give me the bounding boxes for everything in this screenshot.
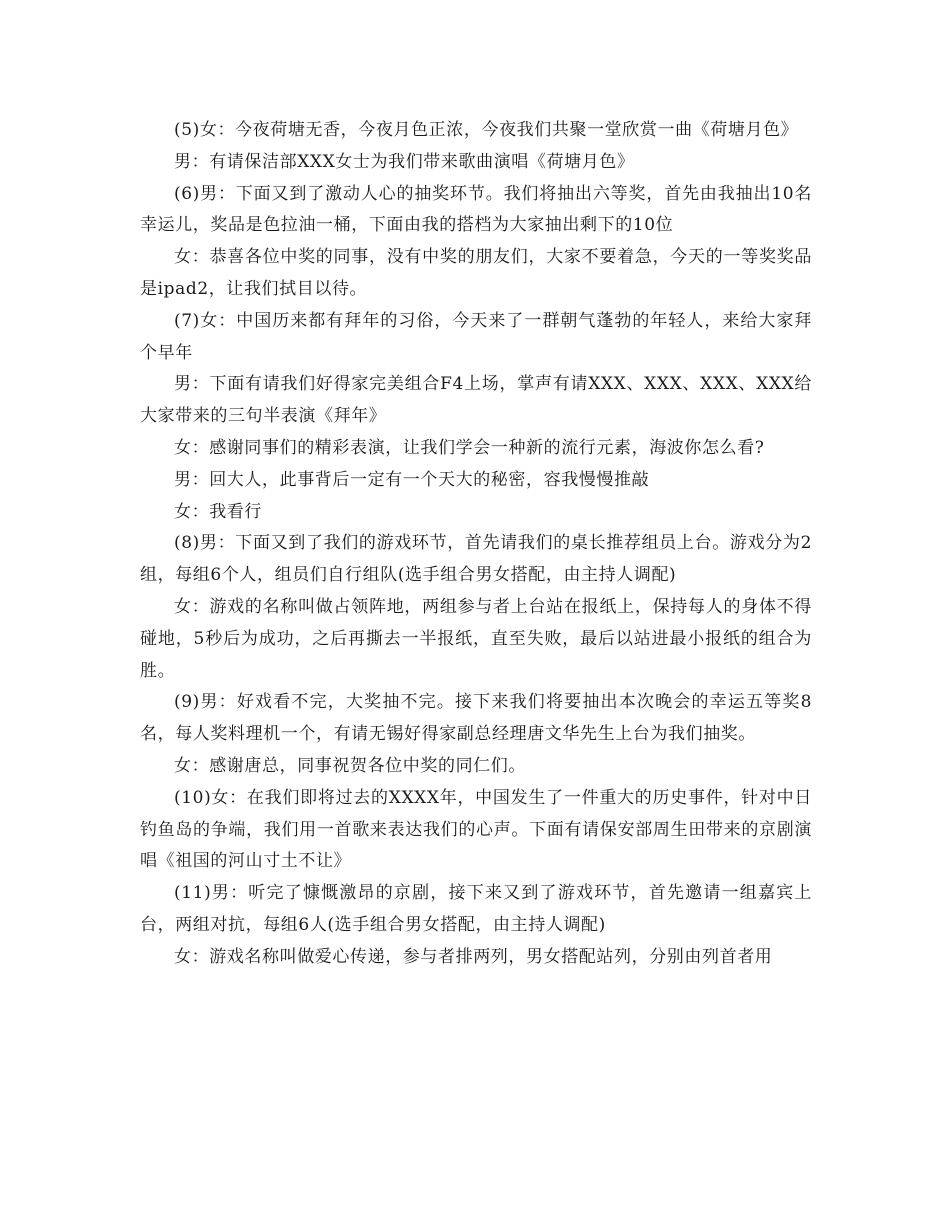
paragraph-7-female: (7)女：中国历来都有拜年的习俗，今天来了一群朝气蓬勃的年轻人，来给大家拜个早年 — [140, 310, 812, 363]
paragraph-8-male: (8)男：下面又到了我们的游戏环节，首先请我们的桌长推荐组员上台。游戏分为2组，每组6个人，组员们自行组队(选手组合男女搭配，由主持人调配) — [140, 533, 812, 586]
paragraph-10-female: (10)女：在我们即将过去的XXXX年，中国发生了一件重大的历史事件，针对中日钓鱼岛的争端，我们用一首歌来表达我们的心声。下面有请保安部周生田带来的京剧演唱《祖国的河山寸土不让》 — [140, 787, 812, 872]
document-body — [140, 115, 812, 974]
paragraph-11-male: (11)男：听完了慷慨激昂的京剧，接下来又到了游戏环节，首先邀请一组嘉宾上台，两组对抗，每组6人(选手组合男女搭配，由主持人调配) — [140, 883, 812, 935]
paragraph-8-female: 女：游戏的名称叫做占领阵地，两组参与者上台站在报纸上，保持每人的身体不得碰地，5秒后为成功，之后再撕去一半报纸，直至失败，最后以站进最小报纸的组合为胜。 — [140, 596, 812, 681]
paragraph-6-female: 女：恭喜各位中奖的同事，没有中奖的朋友们，大家不要着急，今天的一等奖奖品是ipad2，让我们拭目以待。 — [140, 247, 812, 299]
paragraph-5-male: 男：有请保洁部XXX女士为我们带来歌曲演唱《荷塘月色》 — [174, 151, 635, 172]
paragraph-11-female: 女：游戏名称叫做爱心传递，参与者排两列，男女搭配站列，分别由列首者用 — [174, 946, 773, 967]
paragraph-9-male: (9)男：好戏看不完，大奖抽不完。接下来我们将要抽出本次晚会的幸运五等奖8名，每人奖料理机一个，有请无锡好得家副总经理唐文华先生上台为我们抽奖。 — [140, 692, 812, 745]
paragraph-9-female: 女：感谢唐总，同事祝贺各位中奖的同仁们。 — [174, 755, 526, 776]
paragraph-6-male: (6)男：下面又到了激动人心的抽奖环节。我们将抽出六等奖，首先由我抽出10名幸运儿，奖品是色拉油一桶，下面由我的搭档为大家抽出剩下的10位 — [140, 183, 812, 236]
paragraph-7-male: 男：下面有请我们好得家完美组合F4上场，掌声有请XXX、XXX、XXX、XXX给大家带来的三句半表演《拜年》 — [140, 374, 812, 427]
paragraph-7-male-reply: 男：回大人，此事背后一定有一个天大的秘密，容我慢慢推敲 — [174, 469, 650, 490]
paragraph-7-female-reply: 女：我看行 — [174, 501, 262, 522]
paragraph-5-female: (5)女：今夜荷塘无香，今夜月色正浓，今夜我们共聚一堂欣赏一曲《荷塘月色》 — [174, 120, 799, 140]
paragraph-7-female-thanks: 女：感谢同事们的精彩表演，让我们学会一种新的流行元素，海波你怎么看? — [174, 437, 765, 458]
